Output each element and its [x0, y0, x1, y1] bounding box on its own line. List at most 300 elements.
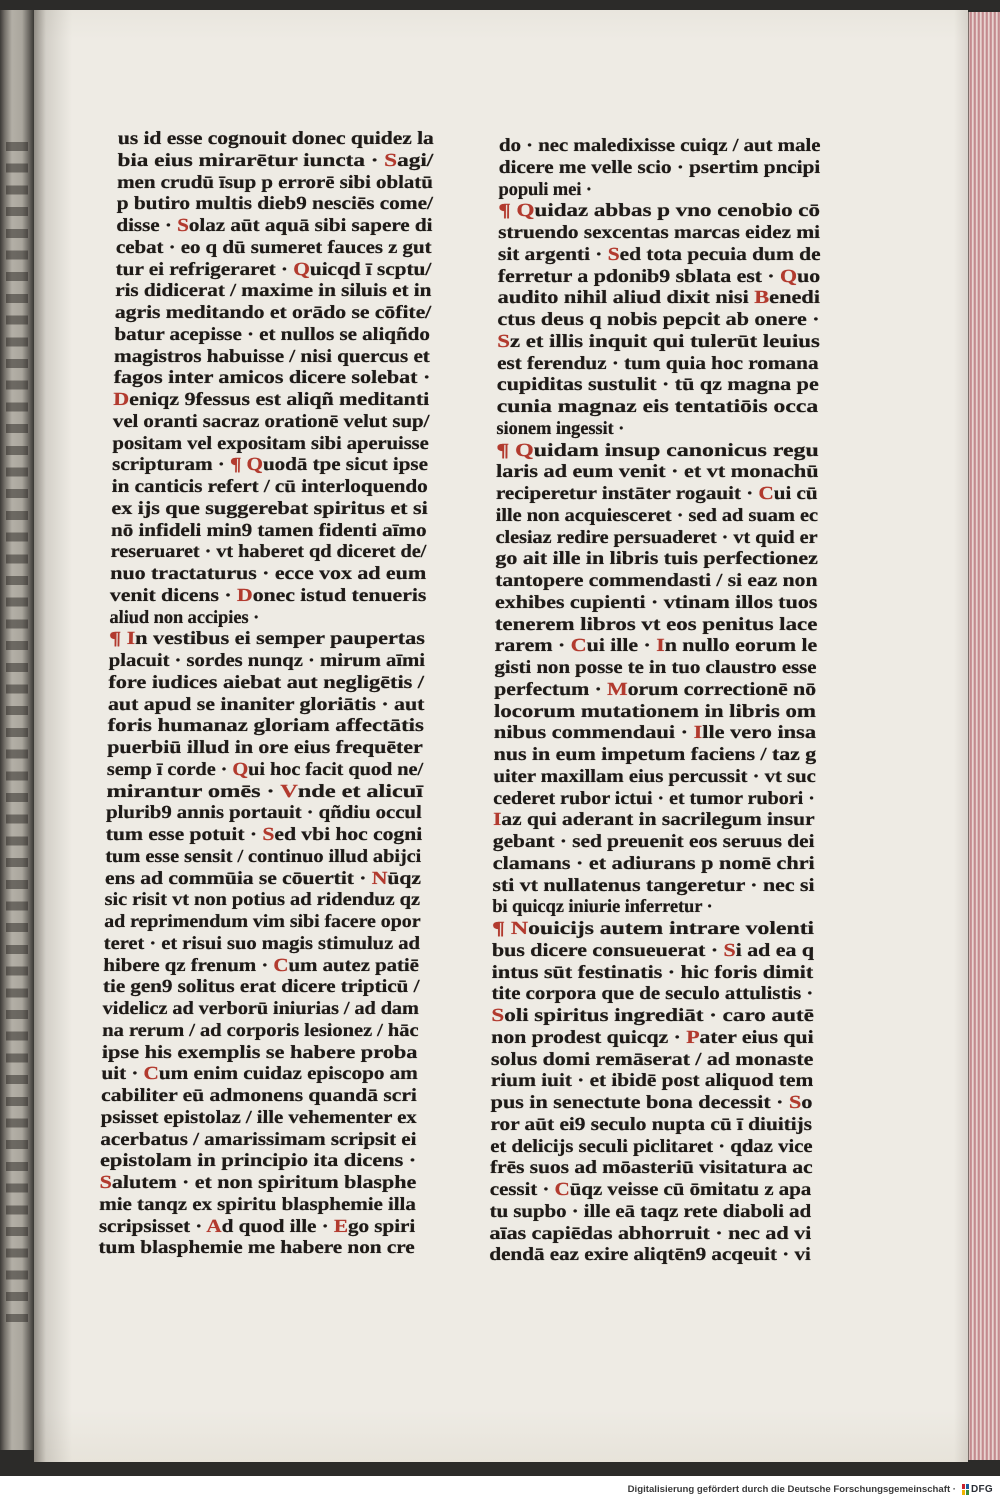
text-segment: um enim cuidaz episcopo am: [158, 1064, 418, 1085]
line-text: [115, 260, 431, 282]
text-line: [110, 542, 426, 564]
text-line: [111, 499, 427, 521]
line-text: [489, 1224, 811, 1246]
text-segment: ed vbi hoc cogni: [274, 825, 423, 845]
text-segment: uicqd ī scptu/: [309, 259, 432, 280]
line-text: [493, 745, 816, 767]
rubric-initial: Q: [293, 259, 310, 280]
text-segment: uit ·: [101, 1064, 144, 1085]
line-text: [100, 1151, 417, 1173]
line-text: [498, 180, 592, 202]
text-segment: tenerem libros vt eos penitus lace: [494, 614, 818, 635]
line-text: [492, 876, 814, 898]
text-line: [106, 782, 422, 804]
line-text: [109, 651, 426, 673]
text-segment: d quod ille ·: [221, 1216, 335, 1237]
text-segment: sit argenti ·: [497, 244, 608, 265]
line-text: [490, 1115, 812, 1137]
text-line: [113, 390, 429, 412]
text-line: [116, 238, 432, 260]
text-line: [114, 347, 430, 369]
line-text: [99, 1217, 416, 1239]
text-segment: eniqz 9fessus est aliqñ meditanti: [128, 390, 430, 410]
text-segment: nibus commendaui ·: [493, 723, 694, 744]
text-segment: aut apud se inaniter gloriātis · aut: [107, 694, 425, 715]
text-segment: laris ad eum venit · et vt monachū: [495, 462, 819, 483]
text-line: [99, 1217, 415, 1239]
line-text: [114, 325, 430, 347]
line-text: [103, 956, 419, 978]
text-segment: ūqz: [387, 868, 422, 889]
line-text: [490, 1202, 812, 1224]
text-segment: uidam insup canonicus regu: [533, 440, 819, 461]
text-segment: cupiditas sustulit · tū qz magna pe: [496, 375, 819, 396]
line-text: [104, 890, 420, 912]
line-text: [496, 484, 818, 506]
text-segment: perfectum ·: [494, 679, 608, 700]
text-line: [116, 194, 432, 216]
line-text: [495, 549, 818, 571]
text-line: [493, 767, 815, 789]
text-line: [101, 1086, 417, 1108]
text-segment: nuo tractaturus · ecce vox ad eum: [110, 564, 427, 584]
text-line: [491, 1071, 813, 1093]
line-text: [99, 1195, 416, 1217]
text-segment: frēs suos ad mōasteriū visitatura ac: [489, 1158, 813, 1179]
line-text: [113, 368, 430, 390]
text-line: [492, 963, 814, 985]
line-text: [489, 1245, 811, 1267]
text-segment: tum esse potuit ·: [105, 825, 263, 845]
line-text: [495, 593, 818, 615]
line-text: [496, 462, 819, 484]
line-text: [101, 1086, 417, 1108]
text-line: [490, 1158, 812, 1180]
line-text: [106, 803, 422, 825]
text-segment: n nullo eorum le: [664, 636, 818, 657]
text-line: [499, 136, 821, 158]
text-segment: scripsisset ·: [98, 1216, 207, 1237]
text-line: [117, 151, 433, 173]
line-text: [100, 1130, 416, 1152]
text-line: [497, 310, 819, 332]
line-text: [496, 419, 624, 441]
text-segment: bi quicqz iniurie inferretur ·: [492, 897, 713, 918]
text-segment: ed tota pecuia dum de: [619, 244, 821, 265]
text-line: [490, 1180, 812, 1202]
rubric-initial: S: [607, 244, 620, 265]
rubric-initial: S: [99, 1173, 113, 1193]
line-text: [101, 1108, 417, 1130]
line-text: [111, 499, 428, 521]
text-segment: mie tanqz ex spiritu blasphemie illa: [99, 1194, 416, 1215]
text-column-left: [98, 129, 434, 1260]
line-text: [493, 810, 815, 832]
text-segment: in canticis refert / cū interloquendo: [111, 477, 428, 497]
text-segment: sti vt nullatenus tangeretur · nec si: [492, 875, 815, 896]
text-line: [105, 825, 421, 847]
rubric-initial: ¶ I: [108, 629, 136, 650]
rubric-initial: P: [686, 1027, 700, 1048]
line-text: [495, 615, 818, 637]
rubric-initial: V: [279, 781, 298, 802]
line-text: [494, 680, 816, 702]
text-segment: alutem · et non spiritum blasphe: [111, 1173, 417, 1193]
line-text: [497, 310, 819, 332]
text-segment: gisti non posse te in tuo claustro esse: [494, 658, 817, 678]
previous-page-edge: [0, 10, 36, 1450]
text-segment: plurib9 annis portauit · qñdiu occul: [105, 803, 422, 824]
text-segment: nō infideli min9 tamen fidenti aīmo: [110, 520, 427, 541]
line-text: [105, 869, 421, 891]
text-line: [113, 412, 429, 434]
line-text: [491, 1028, 814, 1050]
text-segment: lle vero insa: [702, 723, 817, 744]
text-segment: ouicijs autem intrare volenti: [527, 919, 815, 939]
text-line: [495, 593, 817, 615]
line-text: [491, 1050, 813, 1072]
text-segment: uiter maxillam eius percussit · vt suc: [493, 766, 816, 787]
text-segment: rarem ·: [494, 636, 571, 657]
text-column-right: [489, 136, 821, 1267]
text-segment: ctus deus q nobis pepcit ab onere ·: [497, 310, 820, 330]
line-text: [99, 1173, 416, 1195]
line-text: [494, 723, 816, 745]
rubric-initial: M: [606, 679, 628, 700]
text-line: [112, 455, 428, 477]
text-line: [492, 941, 814, 963]
rubric-initial: S: [723, 940, 736, 961]
text-line: [107, 738, 423, 760]
text-line: [496, 419, 818, 441]
text-segment: non prodest quicqz ·: [491, 1027, 687, 1048]
text-segment: ens ad commūia se cōuertit ·: [104, 868, 372, 889]
text-line: [498, 180, 820, 202]
text-line: [499, 158, 821, 180]
text-segment: audito nihil aliud dixit nisi: [497, 288, 755, 309]
text-segment: ater eius qui: [699, 1027, 814, 1048]
text-segment: ris didicerat / maxime in siluis et in: [114, 281, 432, 302]
text-segment: go ait ille in libris tuis perfectionez: [495, 549, 818, 570]
text-line: [496, 484, 818, 506]
text-line: [496, 506, 818, 528]
line-text: [497, 397, 819, 419]
text-segment: oli spiritus ingrediāt · caro autē: [504, 1006, 814, 1026]
text-line: [115, 281, 431, 303]
text-segment: sionem ingessit ·: [496, 418, 625, 439]
rubric-initial: C: [273, 955, 289, 976]
text-line: [107, 760, 423, 782]
text-line: [497, 288, 819, 310]
line-text: [110, 564, 426, 586]
text-line: [494, 636, 816, 658]
text-line: [104, 912, 420, 934]
line-text: [103, 977, 420, 999]
line-text: [495, 571, 817, 593]
text-segment: go spiri: [347, 1216, 416, 1237]
rubric-initial: C: [758, 484, 774, 504]
text-line: [103, 977, 419, 999]
text-segment: disse ·: [116, 216, 178, 236]
text-line: [115, 260, 431, 282]
text-segment: agris meditando et orādo se cōfite/: [114, 303, 432, 323]
text-segment: hibere qz frenum ·: [103, 955, 274, 976]
text-segment: cunia magnaz eis tentatiōis occa: [496, 397, 819, 417]
text-segment: ūqz veisse cū ōmitatu z apa: [569, 1180, 812, 1200]
text-line: [102, 999, 418, 1021]
rubric-initial: C: [143, 1064, 159, 1085]
rubric-initial: S: [176, 216, 189, 236]
footer-credit: Digitalisierung gefördert durch die Deutsche Forschungsgemeinschaft ·: [627, 1484, 956, 1495]
text-segment: uo: [796, 266, 821, 287]
dfg-logo: DFG: [962, 1483, 995, 1496]
text-segment: z et illis inquit qui tulerūt leuius: [509, 331, 820, 352]
text-line: [489, 1224, 811, 1246]
rubric-initial: S: [262, 825, 275, 845]
text-segment: clamans · et adiurans p nomē chri: [492, 853, 815, 874]
line-text: [498, 201, 820, 223]
rubric-initial: S: [788, 1093, 802, 1113]
text-line: [494, 658, 816, 680]
text-line: [493, 789, 815, 811]
text-line: [109, 651, 425, 673]
text-line: [101, 1064, 417, 1086]
text-line: [498, 201, 820, 223]
line-text: [110, 542, 426, 564]
line-text: [112, 434, 429, 456]
text-segment: teret · et risui suo magis stimuluz ad: [103, 933, 421, 954]
text-line: [498, 267, 820, 289]
text-segment: locorum mutationem in libris om: [493, 701, 817, 722]
text-line: [101, 1108, 417, 1130]
line-text: [493, 789, 815, 811]
text-segment: videlicz ad verborū iniurias / ad dam: [102, 999, 420, 1019]
line-text: [116, 238, 432, 260]
line-text: [105, 847, 421, 869]
text-line: [105, 847, 421, 869]
line-text: [113, 390, 429, 412]
line-text: [117, 151, 433, 173]
rubric-initial: S: [383, 150, 398, 171]
text-segment: semp ī corde ·: [106, 759, 233, 780]
line-text: [497, 375, 819, 397]
line-text: [497, 354, 819, 376]
text-line: [102, 1043, 418, 1065]
text-segment: uodā tpe sicut ipse: [262, 455, 429, 476]
text-line: [496, 462, 818, 484]
text-line: [103, 956, 419, 978]
line-text: [497, 332, 820, 354]
line-text: [496, 441, 819, 463]
line-text: [491, 984, 813, 1006]
text-segment: agi/: [396, 150, 434, 171]
text-line: [495, 571, 817, 593]
text-segment: i ad ea q: [735, 940, 815, 961]
text-segment: orum correctionē nō: [627, 679, 817, 700]
line-text: [105, 825, 422, 847]
line-text: [493, 767, 816, 789]
text-line: [491, 1050, 813, 1072]
line-text: [104, 934, 420, 956]
text-segment: cebat · eo q dū sumeret fauces z gut: [115, 237, 432, 258]
text-line: [491, 1006, 813, 1028]
line-text: [98, 1238, 414, 1260]
text-line: [490, 1202, 812, 1224]
line-text: [499, 136, 821, 158]
text-segment: um autez patiē: [288, 955, 420, 976]
text-line: [118, 129, 434, 151]
text-line: [100, 1151, 416, 1173]
previous-page-text-shadow: [6, 142, 28, 1322]
text-segment: gebant · sed preuenit eos seruus dei: [492, 832, 815, 852]
text-line: [114, 325, 430, 347]
text-segment: vel oranti sacraz orationē velut sup/: [112, 411, 430, 432]
line-text: [494, 636, 817, 658]
text-line: [498, 223, 820, 245]
line-text: [496, 506, 819, 528]
line-text: [108, 673, 424, 695]
rubric-initial: ¶ Q: [498, 201, 535, 222]
text-line: [117, 173, 433, 195]
line-text: [115, 303, 432, 325]
text-line: [489, 1245, 811, 1267]
line-text: [116, 216, 432, 238]
text-line: [99, 1173, 415, 1195]
text-segment: p butiro multis dieb9 nesciēs come/: [116, 194, 434, 215]
text-line: [107, 716, 423, 738]
text-segment: intus sūt festinatis · hic foris dimit: [491, 962, 814, 983]
text-segment: tum esse sensit / continuo illud abijci: [105, 846, 422, 867]
text-segment: ipse his exemplis se habere proba: [101, 1042, 418, 1063]
text-segment: n vestibus ei semper paupertas: [134, 629, 425, 650]
text-segment: exhibes cupienti · vtinam illos tuos: [494, 592, 818, 613]
line-text: [495, 528, 817, 550]
line-text: [494, 702, 816, 724]
text-segment: tur ei refrigeraret ·: [115, 259, 294, 280]
text-line: [110, 564, 426, 586]
text-line: [495, 549, 817, 571]
text-segment: fagos inter amicos dicere solebat ·: [113, 368, 431, 389]
rubric-initial: S: [491, 1006, 505, 1026]
text-segment: bus dicere consueuerat ·: [491, 940, 724, 961]
text-segment: positam vel expositam sibi aperuisse: [112, 433, 429, 454]
rubric-initial: D: [113, 390, 130, 410]
text-line: [105, 869, 421, 891]
rubric-initial: N: [371, 868, 388, 889]
text-segment: ui cū: [773, 484, 818, 504]
rubric-initial: C: [570, 636, 587, 657]
line-text: [499, 158, 821, 180]
line-text: [115, 281, 432, 303]
text-segment: cabiliter eū admonens quandā scri: [100, 1086, 417, 1106]
text-line: [490, 1115, 812, 1137]
text-segment: magistros habuisse / nisi quercus et: [113, 346, 430, 367]
text-segment: uidaz abbas p vno cenobio cō: [534, 201, 821, 222]
text-line: [104, 890, 420, 912]
line-text: [101, 1064, 418, 1086]
text-segment: olaz aūt aquā sibi sapere di: [188, 216, 433, 236]
rubric-initial: Q: [779, 266, 798, 287]
digitization-footer: [0, 1476, 1000, 1503]
text-line: [113, 368, 429, 390]
line-text: [492, 963, 814, 985]
line-text: [117, 173, 433, 195]
line-text: [490, 1158, 813, 1180]
text-segment: na rerum / ad corporis lesionez / hāc: [102, 1020, 419, 1041]
text-segment: ui ille ·: [586, 636, 657, 657]
text-segment: onec istud tenueris: [252, 585, 427, 606]
text-line: [116, 216, 432, 238]
text-segment: sic risit vt non potius ad ridenduz qz: [104, 890, 421, 911]
text-line: [100, 1130, 416, 1152]
line-text: [102, 999, 419, 1021]
text-line: [497, 332, 819, 354]
text-segment: acerbatus / amarissimam scripsit ei: [100, 1129, 417, 1150]
line-text: [490, 1137, 813, 1159]
text-segment: pus in senectute bona decessit ·: [490, 1093, 789, 1113]
text-segment: reseruaret · vt haberet qd diceret de/: [110, 542, 427, 563]
line-text: [498, 267, 821, 289]
text-segment: fore iudices aiebat aut negligētis /: [108, 672, 425, 693]
rubric-initial: B: [754, 288, 770, 309]
rubric-initial: I: [492, 810, 502, 831]
line-text: [106, 782, 423, 804]
text-segment: tantopere commendasti / si eaz non: [495, 571, 818, 591]
line-text: [492, 897, 713, 919]
line-text: [107, 716, 424, 738]
text-line: [497, 354, 819, 376]
text-segment: reciperetur instāter rogauit ·: [495, 484, 759, 504]
line-text: [104, 912, 421, 934]
text-segment: nus in eum impetum faciens / taz g: [493, 745, 817, 765]
rubric-initial: E: [333, 1216, 349, 1237]
text-line: [99, 1195, 415, 1217]
line-text: [110, 586, 427, 608]
text-line: [494, 680, 816, 702]
text-segment: ferretur a pdonib9 sblata est ·: [497, 266, 781, 287]
text-line: [490, 1093, 812, 1115]
fore-edge: [968, 12, 1000, 1460]
text-line: [108, 673, 424, 695]
line-text: [102, 1021, 419, 1043]
text-segment: cessit ·: [489, 1180, 555, 1200]
text-segment: us id esse cognouit donec quidez la: [117, 129, 434, 149]
line-text: [109, 608, 259, 630]
text-line: [491, 1028, 813, 1050]
text-line: [493, 810, 815, 832]
text-segment: psisset epistolaz / ille vehementer ex: [100, 1107, 417, 1128]
line-text: [498, 245, 821, 267]
line-text: [116, 194, 433, 216]
text-segment: est ferenduz · tum quia hoc romana: [496, 353, 819, 374]
text-line: [494, 723, 816, 745]
text-line: [498, 245, 820, 267]
text-segment: ror aūt ei9 seculo nupta cū ī diuitijs: [490, 1114, 813, 1135]
text-line: [112, 434, 428, 456]
text-segment: scripturam ·: [111, 455, 231, 476]
text-segment: enedi: [769, 288, 820, 309]
text-line: [490, 1137, 812, 1159]
text-segment: aīas capiēdas abhorruit · nec ad vi: [489, 1223, 812, 1244]
line-text: [490, 1093, 812, 1115]
text-segment: venit dicens ·: [109, 585, 238, 606]
text-line: [115, 303, 431, 325]
rubric-initial: D: [236, 585, 253, 606]
text-line: [110, 586, 426, 608]
text-segment: tu supbo · ille eā taqz rete diaboli ad: [489, 1201, 812, 1222]
text-line: [495, 528, 817, 550]
text-segment: foris humanaz gloriam affectātis: [107, 716, 424, 737]
